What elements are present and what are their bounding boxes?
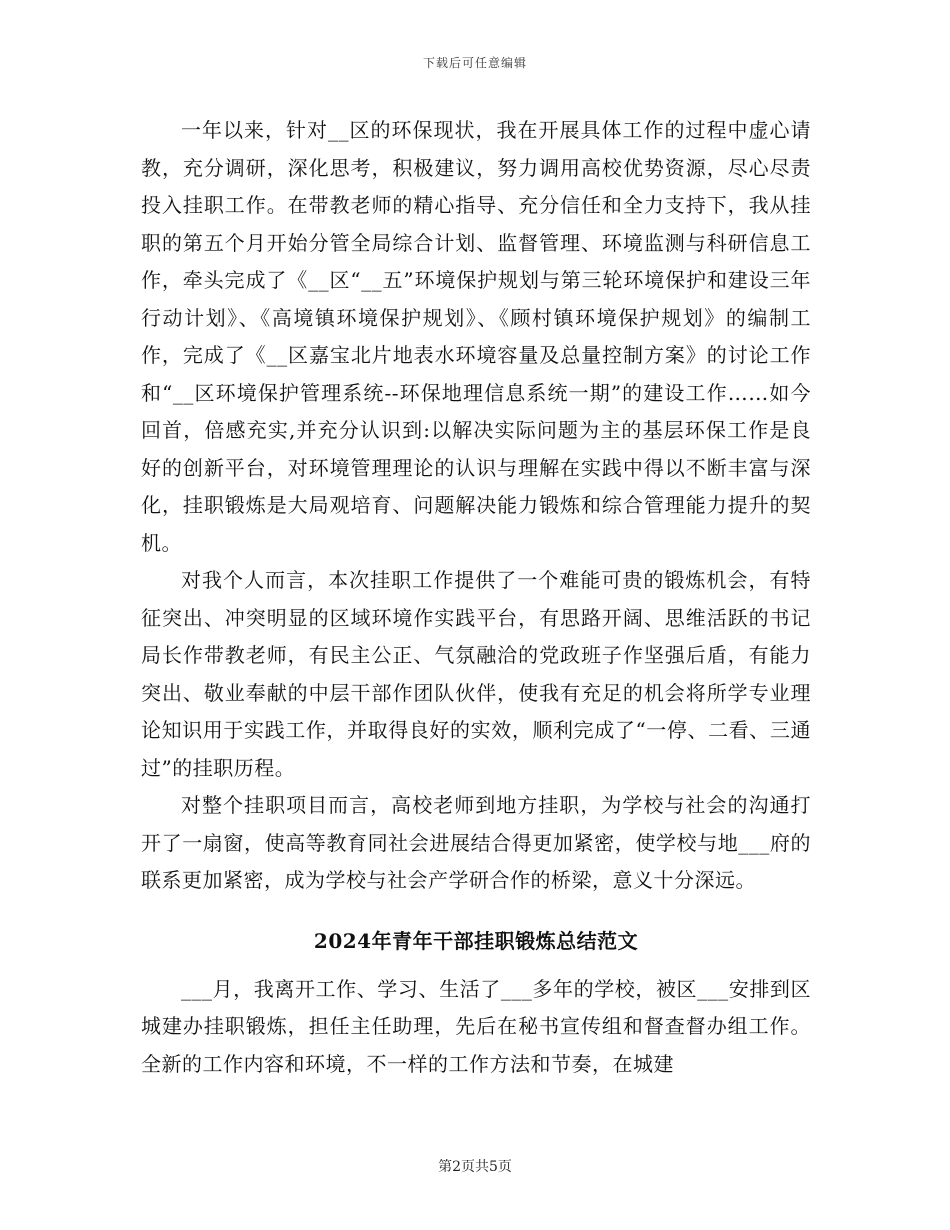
- paragraph-2: 对我个人而言，本次挂职工作提供了一个难能可贵的锻炼机会，有特征突出、冲突明显的区域环境作实践平台，有思路开阔、思维活跃的书记局长作带教老师，有民主公正、气氛融洽的党政班子作坚强后盾，有能力突出、敬业奉献的中层干部作团队伙伴，使我有充足的机会将所学专业理论知识用于实践工作，并取得良好的实效，顺利完成了“一停、二看、三通过”的挂职历程。: [141, 568, 811, 780]
- paragraph-3: 对整个挂职项目而言，高校老师到地方挂职，为学校与社会的沟通打开了一扇窗，使高等教育同社会进展结合得更加紧密，使学校与地___府的联系更加紧密，成为学校与社会产学研合作的桥梁，意义十分深远。: [141, 793, 811, 892]
- header-note: 下载后可任意编辑: [422, 56, 527, 70]
- page-number: 第2页共5页: [438, 1159, 512, 1175]
- paragraph-1: 一年以来，针对__区的环保现状，我在开展具体工作的过程中虚心请教，充分调研，深化思考，积极建议，努力调用高校优势资源，尽心尽责投入挂职工作。在带教老师的精心指导、充分信任和全力支持下，我从挂职的第五个月开始分管全局综合计划、监督管理、环境监测与科研信息工作，牵头完成了《__区“__五”环境保护规划与第三轮环境保护和建设三年行动计划》、《高境镇环境保护规划》、《顾村镇环境保护规划》的编制工作，完成了《__区嘉宝北片地表水环境容量及总量控制方案》的讨论工作和“__区环境保护管理系统--环保地理信息系统一期”的建设工作……如今回首，倍感充实,并充分认识到:以解决实际问题为主的基层环保工作是良好的创新平台，对环境管理理论的认识与理解在实践中得以不断丰富与深化，挂职锻炼是大局观培育、问题解决能力锻炼和综合管理能力提升的契机。: [141, 118, 811, 555]
- section-paragraph: ___月，我离开工作、学习、生活了___多年的学校，被区___安排到区城建办挂职锻炼，担任主任助理，先后在秘书宣传组和督查督办组工作。全新的工作内容和环境，不一样的工作方法和节奏，在城建: [141, 976, 811, 1076]
- document-body: [141, 112, 811, 1083]
- section-title: 2024年青年干部挂职锻炼总结范文: [313, 928, 639, 953]
